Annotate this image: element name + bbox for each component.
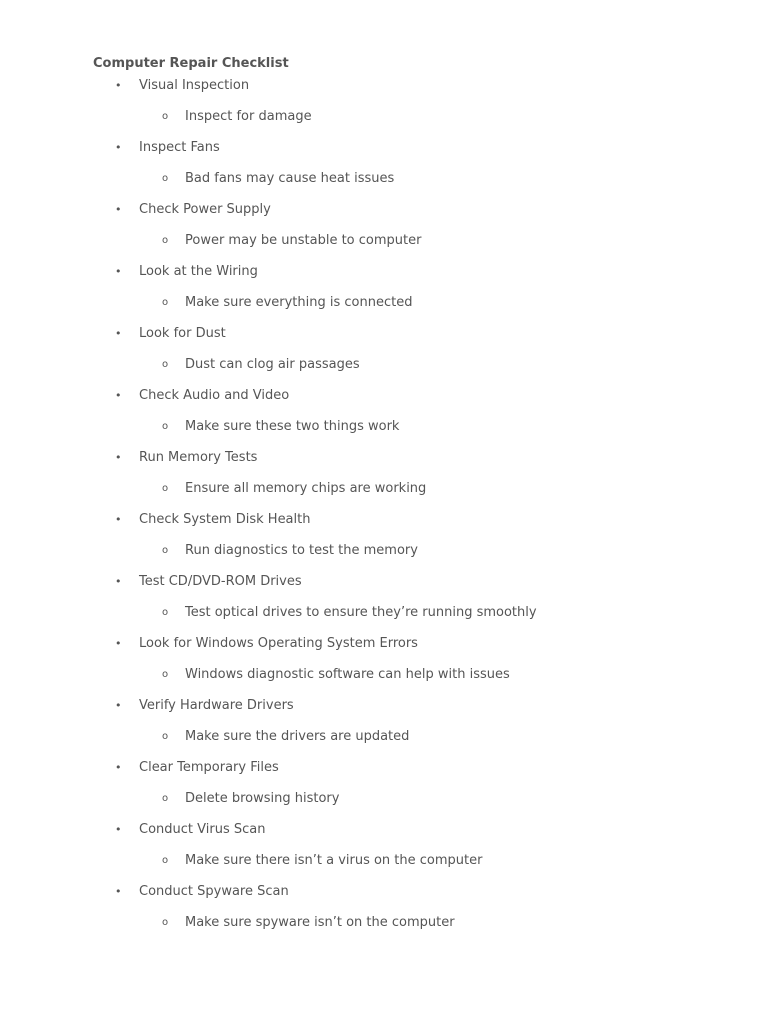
bullet-dot-icon: • [115, 699, 122, 712]
checklist-step-label: Look for Dust [139, 326, 226, 341]
checklist-item [93, 76, 733, 138]
bullet-circle-icon: o [162, 111, 169, 122]
checklist-note [93, 107, 733, 138]
bullet-dot-icon: • [115, 637, 122, 650]
checklist-note [93, 169, 733, 200]
document-page [93, 54, 733, 944]
checklist-step [93, 138, 733, 169]
checklist-step [93, 572, 733, 603]
checklist-note [93, 355, 733, 386]
bullet-circle-icon: o [162, 297, 169, 308]
checklist-step [93, 324, 733, 355]
bullet-dot-icon: • [115, 513, 122, 526]
checklist-step-label: Visual Inspection [139, 78, 250, 93]
bullet-dot-icon: • [115, 203, 122, 216]
bullet-dot-icon: • [115, 141, 122, 154]
bullet-circle-icon: o [162, 855, 169, 866]
bullet-dot-icon: • [115, 265, 122, 278]
checklist-note [93, 541, 733, 572]
checklist-note [93, 913, 733, 944]
bullet-dot-icon: • [115, 885, 122, 898]
checklist-item [93, 696, 733, 758]
checklist-step-label: Check Power Supply [139, 202, 271, 217]
checklist-note [93, 479, 733, 510]
checklist-item [93, 448, 733, 510]
bullet-circle-icon: o [162, 421, 169, 432]
checklist-item [93, 820, 733, 882]
checklist-item [93, 386, 733, 448]
checklist-note [93, 293, 733, 324]
checklist-step [93, 634, 733, 665]
checklist-step-label: Check Audio and Video [139, 388, 290, 403]
checklist-item [93, 882, 733, 944]
checklist-item [93, 262, 733, 324]
checklist-step-label: Look for Windows Operating System Errors [139, 636, 418, 651]
bullet-circle-icon: o [162, 731, 169, 742]
checklist-note [93, 789, 733, 820]
bullet-circle-icon: o [162, 793, 169, 804]
checklist-note-text: Bad fans may cause heat issues [185, 171, 395, 186]
checklist-step [93, 510, 733, 541]
checklist-step-label: Look at the Wiring [139, 264, 258, 279]
bullet-circle-icon: o [162, 359, 169, 370]
bullet-dot-icon: • [115, 79, 122, 92]
bullet-circle-icon: o [162, 173, 169, 184]
bullet-dot-icon: • [115, 823, 122, 836]
checklist-item [93, 200, 733, 262]
checklist-item [93, 634, 733, 696]
checklist-item [93, 572, 733, 634]
bullet-dot-icon: • [115, 761, 122, 774]
bullet-circle-icon: o [162, 235, 169, 246]
checklist-step-label: Test CD/DVD-ROM Drives [139, 574, 302, 589]
checklist-note-text: Delete browsing history [185, 791, 340, 806]
checklist-step [93, 200, 733, 231]
bullet-circle-icon: o [162, 607, 169, 618]
checklist-step [93, 882, 733, 913]
bullet-circle-icon: o [162, 545, 169, 556]
checklist [93, 76, 733, 944]
checklist-step [93, 448, 733, 479]
checklist-note [93, 231, 733, 262]
checklist-step-label: Conduct Spyware Scan [139, 884, 289, 899]
bullet-circle-icon: o [162, 483, 169, 494]
checklist-note-text: Make sure there isn’t a virus on the computer [185, 853, 483, 868]
checklist-note [93, 417, 733, 448]
bullet-dot-icon: • [115, 575, 122, 588]
checklist-item [93, 138, 733, 200]
checklist-note-text: Inspect for damage [185, 109, 312, 124]
checklist-step-label: Check System Disk Health [139, 512, 311, 527]
checklist-note-text: Dust can clog air passages [185, 357, 360, 372]
bullet-dot-icon: • [115, 451, 122, 464]
checklist-step [93, 262, 733, 293]
checklist-step-label: Run Memory Tests [139, 450, 258, 465]
checklist-note-text: Run diagnostics to test the memory [185, 543, 418, 558]
checklist-step [93, 386, 733, 417]
checklist-step [93, 820, 733, 851]
checklist-note-text: Make sure everything is connected [185, 295, 413, 310]
checklist-note [93, 603, 733, 634]
checklist-note-text: Make sure spyware isn’t on the computer [185, 915, 455, 930]
checklist-note [93, 665, 733, 696]
bullet-dot-icon: • [115, 389, 122, 402]
checklist-item [93, 758, 733, 820]
checklist-step [93, 758, 733, 789]
checklist-note-text: Ensure all memory chips are working [185, 481, 427, 496]
checklist-note [93, 727, 733, 758]
checklist-note-text: Make sure the drivers are updated [185, 729, 410, 744]
checklist-step-label: Inspect Fans [139, 140, 220, 155]
page-title: Computer Repair Checklist [93, 56, 289, 71]
checklist-step-label: Conduct Virus Scan [139, 822, 266, 837]
checklist-step-label: Clear Temporary Files [139, 760, 279, 775]
checklist-item [93, 324, 733, 386]
checklist-note-text: Windows diagnostic software can help with issues [185, 667, 510, 682]
checklist-step-label: Verify Hardware Drivers [139, 698, 294, 713]
checklist-note [93, 851, 733, 882]
bullet-circle-icon: o [162, 669, 169, 680]
bullet-circle-icon: o [162, 917, 169, 928]
checklist-step [93, 76, 733, 107]
bullet-dot-icon: • [115, 327, 122, 340]
checklist-step [93, 696, 733, 727]
checklist-note-text: Test optical drives to ensure they’re running smoothly [185, 605, 537, 620]
checklist-item [93, 510, 733, 572]
checklist-note-text: Power may be unstable to computer [185, 233, 422, 248]
checklist-note-text: Make sure these two things work [185, 419, 400, 434]
